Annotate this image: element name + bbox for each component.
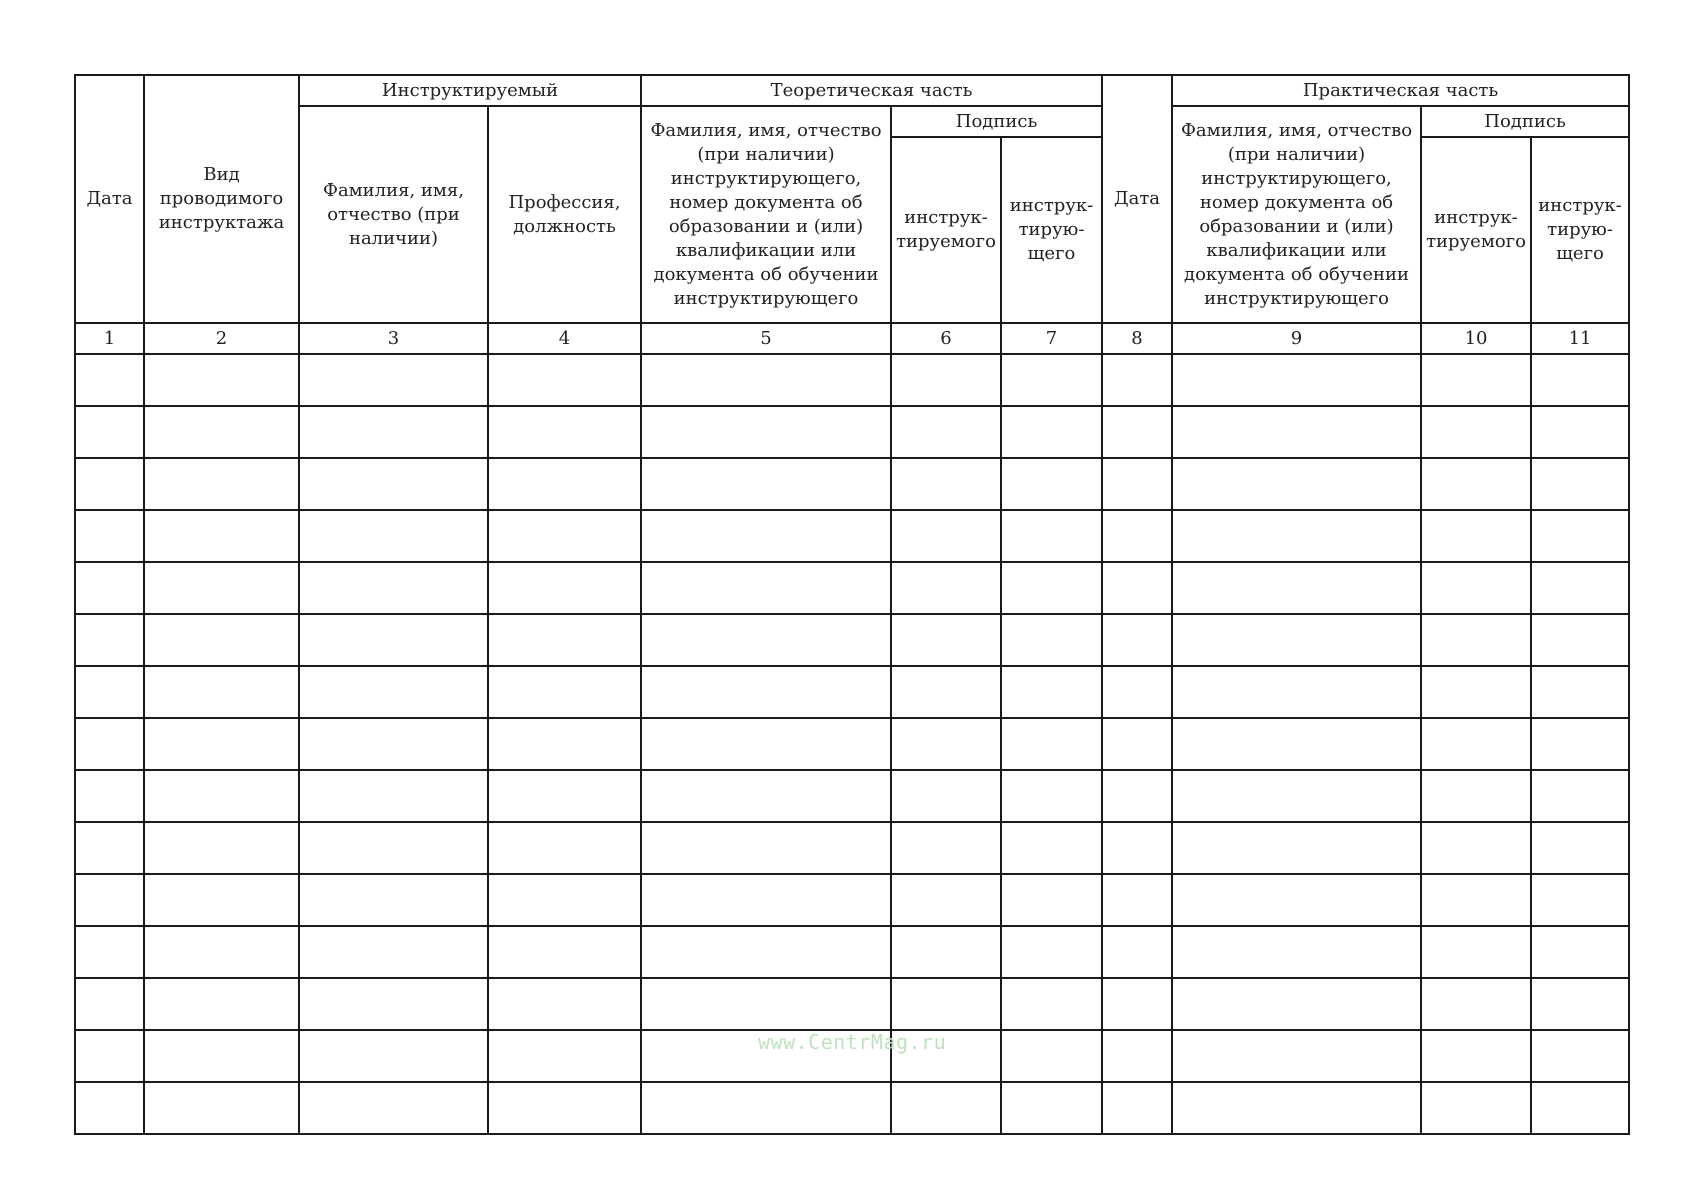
entry-cell[interactable] xyxy=(641,406,891,458)
entry-cell[interactable] xyxy=(75,458,144,510)
entry-cell[interactable] xyxy=(75,978,144,1030)
entry-cell[interactable] xyxy=(641,978,891,1030)
entry-cell[interactable] xyxy=(1001,458,1102,510)
column-number: 6 xyxy=(891,323,1001,354)
table-row xyxy=(75,510,1629,562)
entry-cell[interactable] xyxy=(1531,666,1629,718)
entry-cell[interactable] xyxy=(1172,718,1421,770)
entry-cell[interactable] xyxy=(1421,770,1531,822)
entry-cell[interactable] xyxy=(1001,562,1102,614)
entry-cell[interactable] xyxy=(75,666,144,718)
entry-cell[interactable] xyxy=(488,354,641,406)
header-theory-instructor: Фамилия, имя, отчество (при наличии) инструктирующего, номер документа об образовании и (или) квалификации или документа об обучении инструктирующего xyxy=(641,106,891,323)
entry-cell[interactable] xyxy=(1102,666,1172,718)
entry-cell[interactable] xyxy=(1421,614,1531,666)
entry-cell[interactable] xyxy=(1172,1030,1421,1082)
entry-cell[interactable] xyxy=(1102,770,1172,822)
entry-cell[interactable] xyxy=(144,510,299,562)
header-row-sub xyxy=(75,106,1629,137)
entry-cell[interactable] xyxy=(1421,1082,1531,1134)
header-date-practice: Дата xyxy=(1102,75,1172,323)
table-row xyxy=(75,562,1629,614)
entry-cell[interactable] xyxy=(299,770,488,822)
header-theory-group: Теоретическая часть xyxy=(641,75,1102,106)
entry-cell[interactable] xyxy=(1102,926,1172,978)
column-number: 9 xyxy=(1172,323,1421,354)
entry-cell[interactable] xyxy=(891,354,1001,406)
entry-cell[interactable] xyxy=(891,562,1001,614)
entry-cell[interactable] xyxy=(1172,926,1421,978)
entry-cell[interactable] xyxy=(1531,510,1629,562)
column-number: 4 xyxy=(488,323,641,354)
entry-cell[interactable] xyxy=(299,874,488,926)
entry-cell[interactable] xyxy=(299,1082,488,1134)
entry-cell[interactable] xyxy=(1172,978,1421,1030)
entry-cell[interactable] xyxy=(1102,354,1172,406)
entry-cell[interactable] xyxy=(488,666,641,718)
entry-cell[interactable] xyxy=(144,978,299,1030)
entry-cell[interactable] xyxy=(75,822,144,874)
column-number: 10 xyxy=(1421,323,1531,354)
entry-cell[interactable] xyxy=(891,874,1001,926)
entry-cell[interactable] xyxy=(1102,822,1172,874)
entry-cell[interactable] xyxy=(891,666,1001,718)
header-theory-sig-instructor: инструк-тирую-щего xyxy=(1001,137,1102,323)
entry-cell[interactable] xyxy=(1172,406,1421,458)
entry-cell[interactable] xyxy=(75,1030,144,1082)
entry-cell[interactable] xyxy=(1421,822,1531,874)
entry-cell[interactable] xyxy=(1172,354,1421,406)
entry-cell[interactable] xyxy=(1531,926,1629,978)
entry-cell[interactable] xyxy=(488,562,641,614)
header-instructed-group: Инструктируемый xyxy=(299,75,641,106)
entry-cell[interactable] xyxy=(1531,770,1629,822)
entry-cell[interactable] xyxy=(299,354,488,406)
table-row xyxy=(75,406,1629,458)
entry-cell[interactable] xyxy=(1531,562,1629,614)
entry-cell[interactable] xyxy=(299,562,488,614)
entry-cell[interactable] xyxy=(1001,718,1102,770)
entry-cell[interactable] xyxy=(1102,406,1172,458)
entry-cell[interactable] xyxy=(641,770,891,822)
entry-cell[interactable] xyxy=(488,614,641,666)
entry-cell[interactable] xyxy=(891,1082,1001,1134)
entry-cell[interactable] xyxy=(144,614,299,666)
entry-cell[interactable] xyxy=(75,718,144,770)
entry-cell[interactable] xyxy=(1421,1030,1531,1082)
table-row xyxy=(75,354,1629,406)
entry-cell[interactable] xyxy=(641,874,891,926)
entry-cell[interactable] xyxy=(641,510,891,562)
column-number: 1 xyxy=(75,323,144,354)
entry-cell[interactable] xyxy=(1421,354,1531,406)
entry-cell[interactable] xyxy=(488,874,641,926)
header-practice-instructor: Фамилия, имя, отчество (при наличии) инструктирующего, номер документа об образовании и (или) квалификации или документа об обучении инструктирующего xyxy=(1172,106,1421,323)
entry-cell[interactable] xyxy=(144,406,299,458)
entry-cell[interactable] xyxy=(144,354,299,406)
table-row xyxy=(75,458,1629,510)
entry-cell[interactable] xyxy=(299,1030,488,1082)
entry-cell[interactable] xyxy=(299,458,488,510)
entry-cell[interactable] xyxy=(891,614,1001,666)
table-row xyxy=(75,614,1629,666)
entry-cell[interactable] xyxy=(75,562,144,614)
entry-cell[interactable] xyxy=(1421,874,1531,926)
entry-cell[interactable] xyxy=(891,822,1001,874)
entry-cell[interactable] xyxy=(1001,510,1102,562)
entry-cell[interactable] xyxy=(1421,718,1531,770)
entry-cell[interactable] xyxy=(144,822,299,874)
entry-cell[interactable] xyxy=(1172,458,1421,510)
header-theory-sig-instructed: инструк-тируемого xyxy=(891,137,1001,323)
entry-cell[interactable] xyxy=(75,926,144,978)
entry-cell[interactable] xyxy=(75,874,144,926)
entry-cell[interactable] xyxy=(75,1082,144,1134)
entry-cell[interactable] xyxy=(144,1082,299,1134)
entry-cell[interactable] xyxy=(1531,874,1629,926)
column-number: 5 xyxy=(641,323,891,354)
entry-cell[interactable] xyxy=(299,978,488,1030)
entry-cell[interactable] xyxy=(1531,822,1629,874)
entry-cell[interactable] xyxy=(144,458,299,510)
table-row xyxy=(75,874,1629,926)
column-number-row xyxy=(75,323,1629,354)
entry-cell[interactable] xyxy=(299,510,488,562)
entry-cell[interactable] xyxy=(891,510,1001,562)
entry-cell[interactable] xyxy=(1001,614,1102,666)
entry-cell[interactable] xyxy=(641,614,891,666)
entry-cell[interactable] xyxy=(75,770,144,822)
entry-cell[interactable] xyxy=(488,926,641,978)
entry-cell[interactable] xyxy=(299,718,488,770)
entry-cell[interactable] xyxy=(891,978,1001,1030)
entry-cell[interactable] xyxy=(1421,978,1531,1030)
entry-cell[interactable] xyxy=(1531,978,1629,1030)
entry-cell[interactable] xyxy=(299,406,488,458)
entry-cell[interactable] xyxy=(1172,614,1421,666)
entry-cell[interactable] xyxy=(1172,1082,1421,1134)
entry-cell[interactable] xyxy=(1102,614,1172,666)
entry-cell[interactable] xyxy=(488,510,641,562)
column-number: 2 xyxy=(144,323,299,354)
entry-cell[interactable] xyxy=(1001,770,1102,822)
entry-cell[interactable] xyxy=(1421,510,1531,562)
column-number: 7 xyxy=(1001,323,1102,354)
entry-cell[interactable] xyxy=(144,666,299,718)
entry-cell[interactable] xyxy=(1102,562,1172,614)
journal-sheet xyxy=(74,74,1628,1135)
entry-cell[interactable] xyxy=(1102,1082,1172,1134)
header-instruction-type: Вид проводимого инструктажа xyxy=(144,75,299,323)
entry-cell[interactable] xyxy=(1531,406,1629,458)
entry-cell[interactable] xyxy=(1531,354,1629,406)
entry-cell[interactable] xyxy=(1531,718,1629,770)
entry-cell[interactable] xyxy=(1102,978,1172,1030)
column-number: 8 xyxy=(1102,323,1172,354)
watermark: www.CentrMag.ru xyxy=(758,1030,947,1054)
entry-cell[interactable] xyxy=(488,770,641,822)
entry-cell[interactable] xyxy=(1172,874,1421,926)
table-row xyxy=(75,978,1629,1030)
entry-cell[interactable] xyxy=(1421,406,1531,458)
header-theory-signature: Подпись xyxy=(891,106,1102,137)
entry-cell[interactable] xyxy=(299,926,488,978)
entry-cell[interactable] xyxy=(1172,510,1421,562)
entry-cell[interactable] xyxy=(144,718,299,770)
entry-cell[interactable] xyxy=(1001,666,1102,718)
entry-cell[interactable] xyxy=(1421,562,1531,614)
entry-cell[interactable] xyxy=(1421,926,1531,978)
entry-cell[interactable] xyxy=(488,718,641,770)
entry-cell[interactable] xyxy=(1102,458,1172,510)
entry-cell[interactable] xyxy=(1001,406,1102,458)
entry-cell[interactable] xyxy=(1001,822,1102,874)
entry-cell[interactable] xyxy=(1421,458,1531,510)
header-practice-sig-instructed: инструк-тируемого xyxy=(1421,137,1531,323)
instruction-journal-table xyxy=(74,74,1630,1135)
entry-cell[interactable] xyxy=(1001,926,1102,978)
table-row xyxy=(75,666,1629,718)
entry-cell[interactable] xyxy=(488,406,641,458)
entry-cell[interactable] xyxy=(299,666,488,718)
entry-cell[interactable] xyxy=(641,1082,891,1134)
entry-cell[interactable] xyxy=(1001,1082,1102,1134)
header-practice-sig-instructor: инструк-тирую-щего xyxy=(1531,137,1629,323)
entry-cell[interactable] xyxy=(1531,1082,1629,1134)
table-row xyxy=(75,822,1629,874)
entry-cell[interactable] xyxy=(641,562,891,614)
entry-cell[interactable] xyxy=(488,458,641,510)
entry-cell[interactable] xyxy=(1102,874,1172,926)
entry-cell[interactable] xyxy=(1172,562,1421,614)
entry-cell[interactable] xyxy=(1102,1030,1172,1082)
table-row xyxy=(75,1082,1629,1134)
column-number: 3 xyxy=(299,323,488,354)
header-practice-group: Практическая часть xyxy=(1172,75,1629,106)
entry-cell[interactable] xyxy=(144,562,299,614)
entry-cell[interactable] xyxy=(75,406,144,458)
entry-cell[interactable] xyxy=(1172,822,1421,874)
entry-cell[interactable] xyxy=(641,718,891,770)
entry-cell[interactable] xyxy=(1102,718,1172,770)
entry-cell[interactable] xyxy=(299,822,488,874)
header-practice-signature: Подпись xyxy=(1421,106,1629,137)
entry-cell[interactable] xyxy=(488,1030,641,1082)
entry-cell[interactable] xyxy=(1001,354,1102,406)
entry-cell[interactable] xyxy=(891,718,1001,770)
entry-cell[interactable] xyxy=(75,510,144,562)
entry-cell[interactable] xyxy=(299,614,488,666)
entry-cell[interactable] xyxy=(1531,1030,1629,1082)
entry-cell[interactable] xyxy=(144,770,299,822)
entry-cell[interactable] xyxy=(1172,770,1421,822)
entry-cell[interactable] xyxy=(1001,874,1102,926)
entry-cell[interactable] xyxy=(488,822,641,874)
entry-cell[interactable] xyxy=(641,926,891,978)
entry-cell[interactable] xyxy=(1531,458,1629,510)
entry-cell[interactable] xyxy=(891,770,1001,822)
header-instructed-position: Профессия, должность xyxy=(488,106,641,323)
table-row xyxy=(75,926,1629,978)
entry-cell[interactable] xyxy=(891,406,1001,458)
entry-cell[interactable] xyxy=(641,666,891,718)
entry-cell[interactable] xyxy=(1001,978,1102,1030)
entry-cell[interactable] xyxy=(891,926,1001,978)
entry-cell[interactable] xyxy=(144,926,299,978)
entry-cell[interactable] xyxy=(1102,510,1172,562)
entry-cell[interactable] xyxy=(1001,1030,1102,1082)
entry-cell[interactable] xyxy=(1421,666,1531,718)
entry-cell[interactable] xyxy=(1531,614,1629,666)
entry-cell[interactable] xyxy=(488,978,641,1030)
header-date: Дата xyxy=(75,75,144,323)
entry-cell[interactable] xyxy=(144,874,299,926)
entry-cell[interactable] xyxy=(1172,666,1421,718)
entry-cell[interactable] xyxy=(641,458,891,510)
entry-cell[interactable] xyxy=(641,822,891,874)
header-row-groups xyxy=(75,75,1629,106)
entry-cell[interactable] xyxy=(75,354,144,406)
entry-cell[interactable] xyxy=(488,1082,641,1134)
entry-cell[interactable] xyxy=(641,354,891,406)
column-number: 11 xyxy=(1531,323,1629,354)
entry-cell[interactable] xyxy=(891,458,1001,510)
entry-cell[interactable] xyxy=(144,1030,299,1082)
table-row xyxy=(75,770,1629,822)
table-row xyxy=(75,718,1629,770)
header-instructed-name: Фамилия, имя, отчество (при наличии) xyxy=(299,106,488,323)
entry-cell[interactable] xyxy=(75,614,144,666)
